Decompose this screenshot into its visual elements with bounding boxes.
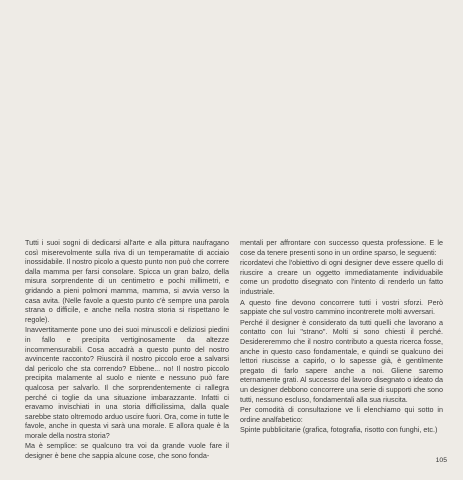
paragraph: Ma è semplice: se qualcuno tra voi da grande vuole fare il designer è bene che sappia alcune cose, che sono fonda-	[25, 441, 229, 461]
paragraph: Spinte pubblicitarie (grafica, fotografia, risotto con funghi, etc.)	[240, 425, 438, 435]
right-text-column	[240, 238, 443, 436]
paragraph: Inavvertitamente pone uno dei suoi minuscoli e deliziosi piedini in fallo e precipita vertiginosamente da altezze incommensurabili. Cosa accadrà a questo punto del nostro avvincente racconto? Riuscirà il nostro piccolo eroe a salvarsi dal pericolo che sta correndo? Ebbene... no! Il nostro piccolo precipita malamente al suolo e niente e nessuno può fare qualcosa per salvarlo. Il che sorprendentemente ci rallegra perché ci toglie da una situazione imbarazzante. Infatti ci eravamo invischiati in una storia difficilissima, dalla quale sarebbe stato oltremodo arduo uscire fuori. Ora, come in tutte le favole, anche in questa vi sarà una morale. E allora quale è la morale della nostra storia?	[25, 325, 229, 440]
paragraph: Tutti i suoi sogni di dedicarsi all'arte e alla pittura naufragano così miserevolmente sulla riva di un temperamatite di acciaio inossidabile. Il nostro picolo a questo punto non può che correre dalla mamma per farsi consolare. Spicca un gran balzo, della misura sorprendente di un centimetro e pochi millimetri, e gridando a pieni polmoni mamma, mamma, si avvia verso la casa avita. (Nelle favole a questo punto c'è sempre una parola strana o difficile, e anche nella nostra storia si rispettano le regole).	[25, 238, 229, 324]
left-text-column	[25, 238, 229, 462]
paragraph: ricordatevi che l'obiettivo di ogni designer deve essere quello di riuscire a creare un oggetto immediatamente individuabile come un prodotto disegnato con l'intento di renderlo un fatto industriale.	[240, 258, 443, 296]
paragraph: Perché il designer è considerato da tutti quelli che lavorano a contatto con lui "strano". Molti si sono chiesti il perché. Desidereremmo che il nostro contributo a questa ricerca fosse, anche in questo caso fondamentale, e quindi se qualcuno dei lettori riuscisse a capirlo, o lo sapesse già, è gentilmente pregato di farlo sapere anche a noi. Gliene saremo eternamente grati. Al successo del lavoro disegnato o ideato da un designer debbono concorrere una serie di supporti che sono tutti, nessuno escluso, fondamentali alla sua riuscita.	[240, 317, 443, 404]
paragraph: A questo fine devono concorrere tutti i vostri sforzi. Però sappiate che sul vostro cammino incontrerete molti avversari.	[240, 297, 443, 317]
paragraph: mentali per affrontare con successo questa professione. E le cose da tenere presenti sono in un ordine sparso, le seguenti:	[240, 238, 443, 257]
page-number: 105	[435, 457, 447, 464]
paragraph: Per comodità di consultazione ve li elenchiamo qui sotto in ordine analfabetico:	[240, 405, 443, 424]
